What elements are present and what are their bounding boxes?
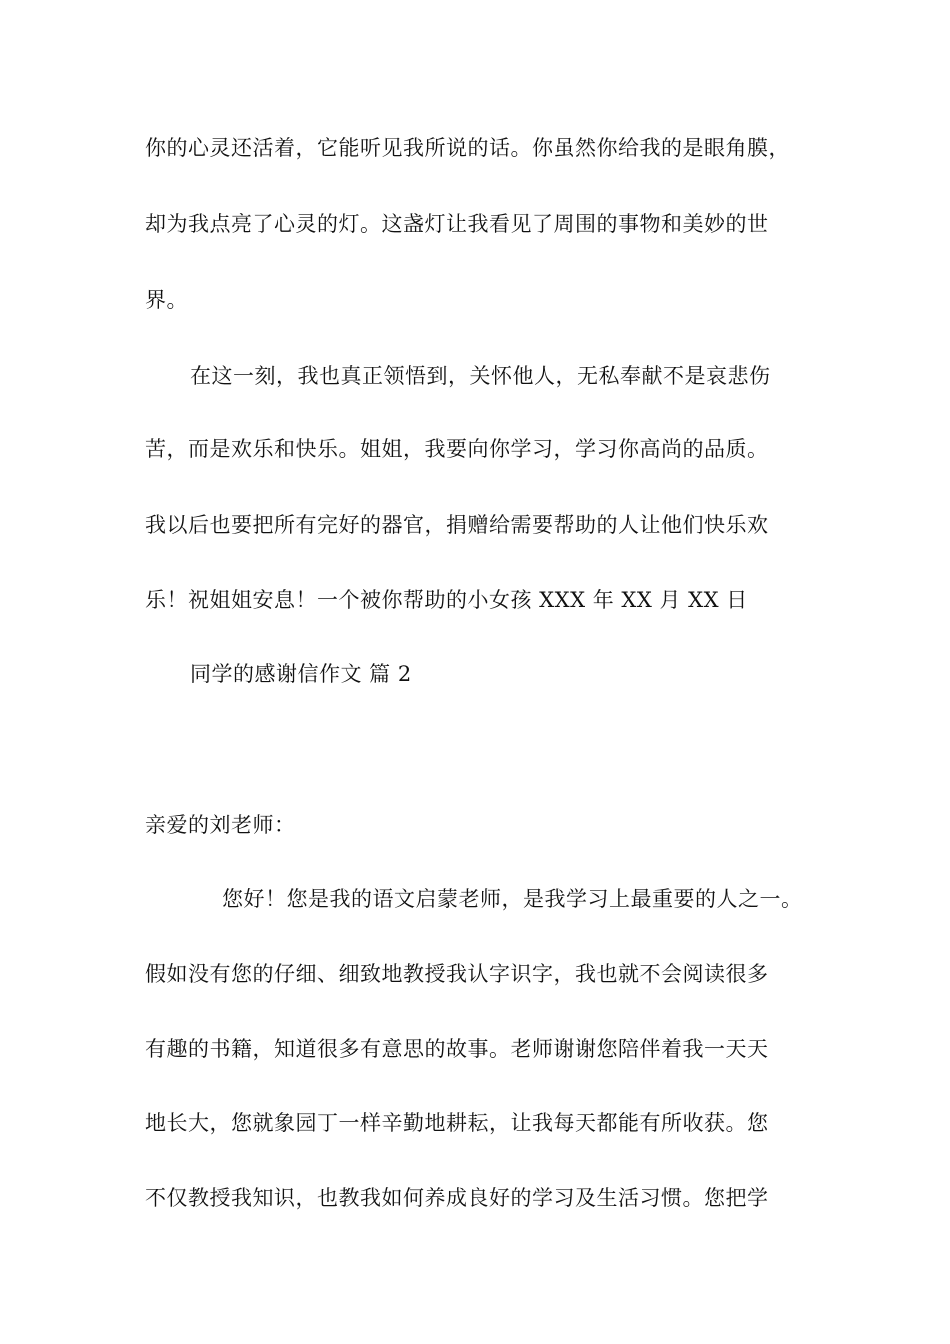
text-line: 却为我点亮了心灵的灯。这盏灯让我看见了周围的事物和美妙的世 [145, 212, 769, 236]
text-line: 您好！您是我的语文启蒙老师，是我学习上最重要的人之一。 [222, 887, 803, 911]
text-line: 苦，而是欢乐和快乐。姐姐，我要向你学习，学习你高尚的品质。 [145, 437, 769, 461]
text-line: 不仅教授我知识，也教我如何养成良好的学习及生活习惯。您把学 [145, 1186, 769, 1210]
text-line: 地长大，您就象园丁一样辛勤地耕耘，让我每天都能有所收获。您 [145, 1111, 769, 1135]
section-heading: 同学的感谢信作文 篇 2 [190, 662, 412, 686]
salutation: 亲爱的刘老师： [145, 813, 296, 837]
text-line: 假如没有您的仔细、细致地教授我认字识字，我也就不会阅读很多 [145, 962, 769, 986]
text-line: 有趣的书籍，知道很多有意思的故事。老师谢谢您陪伴着我一天天 [145, 1037, 769, 1061]
text-line: 界。 [145, 288, 188, 312]
text-line: 乐！祝姐姐安息！一个被你帮助的小女孩 XXX 年 XX 月 XX 日 [145, 588, 748, 612]
text-line: 在这一刻，我也真正领悟到，关怀他人，无私奉献不是哀悲伤 [190, 364, 771, 388]
text-line: 你的心灵还活着，它能听见我所说的话。你虽然你给我的是眼角膜， [145, 136, 790, 160]
text-line: 我以后也要把所有完好的器官，捐赠给需要帮助的人让他们快乐欢 [145, 513, 769, 537]
